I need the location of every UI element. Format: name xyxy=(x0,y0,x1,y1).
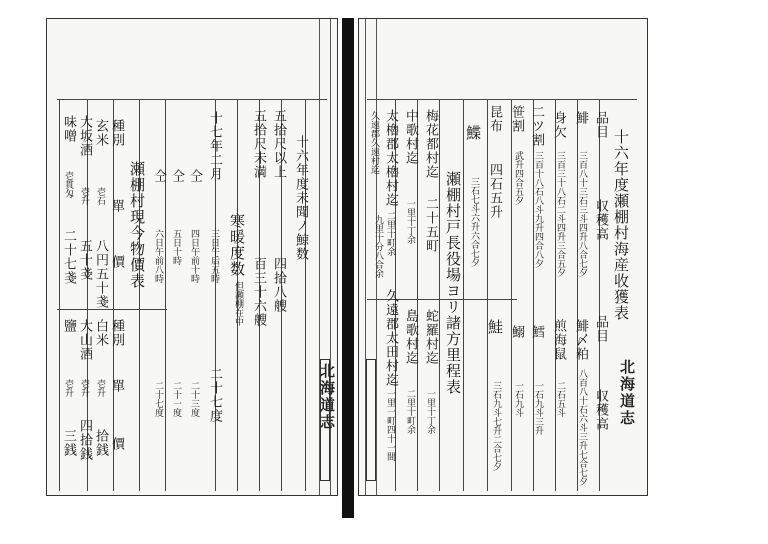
column-rule xyxy=(439,99,440,491)
column-rule xyxy=(487,99,488,491)
cold-time-3: 五日十時 xyxy=(171,229,181,265)
price2-col-unit: 單 xyxy=(109,379,124,393)
harvest2-qty-1: 八百八十石六斗三升七合七夕 xyxy=(577,369,587,486)
heading-item-2: 品目 xyxy=(593,315,608,343)
price2-unit-2: 壱升 xyxy=(79,379,89,397)
cold-title: 寒暖度数 xyxy=(228,213,246,277)
price-unit-2: 壱升 xyxy=(79,187,89,205)
distance-value-3: 二里十町余 xyxy=(385,211,395,256)
harvest-qty-3: 三百十八石八斗九升四合八夕 xyxy=(533,151,543,268)
price-unit-1: 壱石 xyxy=(95,187,105,205)
harvest2-item-3: 鱈 xyxy=(529,325,544,339)
whale-size-2: 五拾尺未満 xyxy=(251,109,266,179)
distance-place-6: 島歌村迄 xyxy=(403,309,418,365)
price2-value-3: 三銭 xyxy=(61,429,76,457)
distance-value-1: 二十五町 xyxy=(423,197,438,253)
harvest-qty-1: 三百八十三石三斗四升八合七夕 xyxy=(577,151,587,277)
harvest-item-1: 鯡 xyxy=(573,111,588,125)
spine-title: 北海道志 xyxy=(318,363,336,431)
price-col-kind: 種別 xyxy=(109,119,124,147)
harvest-item-5: 昆布 xyxy=(487,105,502,133)
harvest-qty-2: 三百三十八石二斗四升三合五夕 xyxy=(555,151,565,277)
cold-date-3: 仝 xyxy=(169,169,184,183)
distance-place-2: 中歌村迄 xyxy=(403,109,418,165)
right-page xyxy=(358,18,648,496)
spine-title-right: 北海道志 xyxy=(618,359,636,427)
distance-value-2: 一里十丁余 xyxy=(405,199,415,244)
cold-time-1: 三日午后五時 xyxy=(209,229,219,283)
cold-deg-3: 二十一度 xyxy=(171,381,181,417)
price-value-2: 五十戔 xyxy=(77,239,92,281)
top-rule xyxy=(367,99,637,100)
harvest2-item-5: 鮭 xyxy=(486,319,504,335)
price2-col-kind: 種別 xyxy=(109,319,124,347)
harvest-qty-4: 武升四合五夕 xyxy=(513,151,523,205)
distance-place-3: 太櫓郡太櫓村迄 xyxy=(383,109,398,207)
cold-date-2: 仝 xyxy=(187,169,202,183)
harvest-item-3: 二ツ割 xyxy=(529,105,544,147)
whale-count-2: 百三十六艘 xyxy=(251,257,266,327)
distance-value-7: 一里一町四十一間 xyxy=(385,389,395,461)
cold-date-1: 十七年二月 xyxy=(207,111,222,181)
distance-value-5: 一里十丁余 xyxy=(425,389,435,434)
distance-value-6: 二里十町余 xyxy=(405,389,415,434)
price2-kind-2: 大山酒 xyxy=(77,319,92,361)
cold-time-4: 六日午前八時 xyxy=(153,229,163,283)
harvest2-qty-5: 三石九斗七升二合七夕 xyxy=(491,381,501,471)
heading-qty: 収穫高 xyxy=(593,199,608,241)
cold-time-2: 四日午前十時 xyxy=(189,229,199,283)
price-kind-1: 玄米 xyxy=(93,119,108,147)
column-rule xyxy=(165,99,166,491)
distance-place-5: 蛇羅村迄 xyxy=(423,309,438,365)
column-rule xyxy=(113,99,114,491)
cold-deg-1: 二十七度 xyxy=(207,367,222,423)
harvest2-qty-2: 二石五斗 xyxy=(555,381,565,417)
harvest2-qty-4: 一石九斗 xyxy=(513,381,523,417)
cold-deg-4: 二十七度 xyxy=(153,381,163,417)
price-col-unit: 單 xyxy=(109,199,124,213)
whale-size-1: 五拾尺以上 xyxy=(271,109,286,179)
price2-unit-3: 壱升 xyxy=(63,379,73,397)
price2-unit-1: 壱升 xyxy=(95,379,105,397)
distance-place-1: 梅花都村迄 xyxy=(423,109,438,179)
harvest2-item-2: 煎海鼠 xyxy=(551,319,566,361)
harvest2-item-4: 鰯 xyxy=(509,325,524,339)
heading-qty-2: 収穫高 xyxy=(593,389,608,431)
price-kind-2: 大坂酒 xyxy=(77,115,92,157)
table-divider xyxy=(57,309,167,310)
price2-value-2: 四拾銭 xyxy=(77,419,92,461)
whale-title: 十六年度未聞ノ鯨数 xyxy=(293,135,308,261)
harvest-title: 十六年度瀬棚村海産收獲表 xyxy=(612,129,630,321)
spine-title-box xyxy=(366,359,376,481)
column-rule xyxy=(463,99,464,491)
price2-col-price: 價 xyxy=(109,437,124,451)
harvest-item-2: 身欠 xyxy=(551,111,566,139)
top-rule xyxy=(57,99,327,100)
price2-kind-1: 白米 xyxy=(93,319,108,347)
distance-place-4: 久遠郡久遠村迄 xyxy=(369,111,379,174)
price2-value-1: 拾銭 xyxy=(93,429,108,457)
book-gutter xyxy=(342,18,354,518)
cold-date-4: 仝 xyxy=(151,169,166,183)
cold-deg-2: 二十三度 xyxy=(189,381,199,417)
harvest2-qty-3: 一石九斗三升 xyxy=(533,381,543,435)
harvest-qty-6: 三石七斗六升六合七夕 xyxy=(469,177,479,267)
column-rule xyxy=(599,99,600,491)
column-rule xyxy=(59,99,60,491)
price-title: 瀬棚村現今物價表 xyxy=(128,161,146,289)
price-unit-3: 壱貫匁 xyxy=(63,171,73,198)
harvest-qty-5: 四石五升 xyxy=(487,163,502,219)
price-value-1: 八円五十戔 xyxy=(93,239,108,309)
distance-title: 瀬棚村戸長役場ヨリ諸方里程表 xyxy=(444,171,462,395)
price-col-price: 價 xyxy=(109,255,124,269)
price-kind-3: 味噌 xyxy=(61,115,76,143)
distance-place-7: 久遠郡太田村迄 xyxy=(383,289,398,387)
heading-item: 品目 xyxy=(593,111,608,139)
whale-count-1: 四拾八艘 xyxy=(271,257,286,313)
column-rule xyxy=(511,99,512,491)
price2-kind-3: 鹽 xyxy=(61,319,76,333)
distance-value-4: 九里十分八合余 xyxy=(373,215,383,278)
harvest-item-6: 鰈 xyxy=(464,125,482,141)
left-page xyxy=(46,18,338,496)
price-value-3: 二十七戔 xyxy=(61,229,76,285)
harvest2-item-1: 鯡〆粕 xyxy=(573,319,588,361)
column-rule xyxy=(139,99,140,491)
harvest-item-4: 笹割 xyxy=(509,105,524,133)
cold-note: 但瀬棚在中 xyxy=(233,281,243,326)
